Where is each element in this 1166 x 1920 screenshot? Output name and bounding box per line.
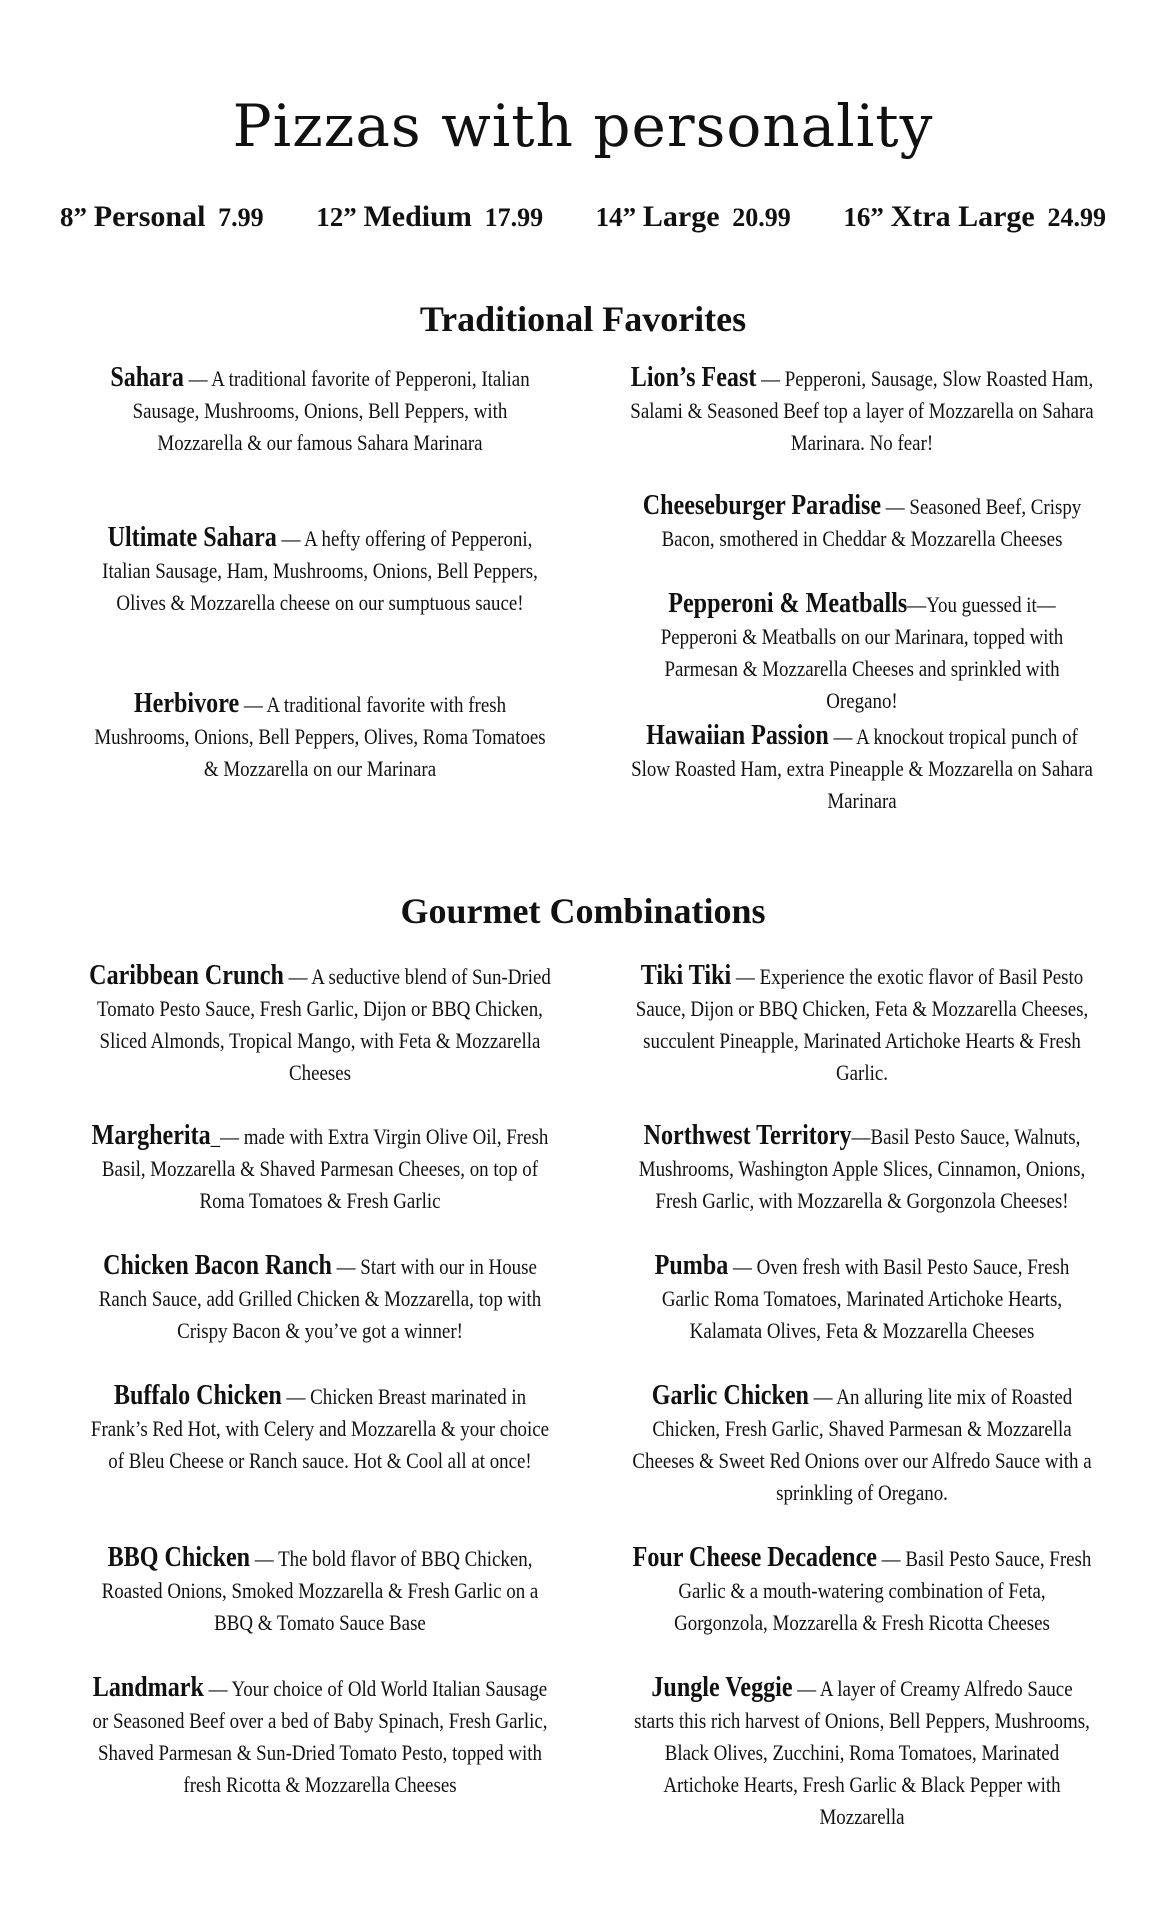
menu-item-four-cheese-decadence bbox=[630, 1542, 1094, 1639]
item-description: — The bold flavor of BBQ Chicken, Roasted Onions, Smoked Mozzarella & Fresh Garlic on a BBQ & Tomato Sauce Base bbox=[101, 1546, 539, 1635]
item-description: —Basil Pesto Sauce, Walnuts, Mushrooms, Washington Apple Slices, Cinnamon, Onions, Fresh Garlic, with Mozzarella & Gorgonzola Cheeses! bbox=[638, 1124, 1086, 1213]
size-inch: 16” bbox=[843, 202, 884, 232]
item-name: Jungle Veggie bbox=[651, 1672, 793, 1703]
item-name: Herbivore bbox=[133, 688, 240, 719]
item-description: — Basil Pesto Sauce, Fresh Garlic & a mouth-watering combination of Feta, Gorgonzola, Mozzarella & Fresh Ricotta Cheeses bbox=[674, 1546, 1092, 1635]
item-description: — A layer of Creamy Alfredo Sauce starts this rich harvest of Onions, Bell Peppers, Mushrooms, Black Olives, Zucchini, Roma Tomatoes, Marinated Artichoke Hearts, Fresh Garlic & Black Pepper with Mozzarella bbox=[634, 1676, 1090, 1829]
menu-item-pumba bbox=[630, 1250, 1094, 1347]
size-inch: 8” bbox=[60, 202, 87, 232]
size-inch: 14” bbox=[595, 202, 637, 232]
item-description: — Seasoned Beef, Crispy Bacon, smothered in Cheddar & Mozzarella Cheeses bbox=[661, 494, 1082, 551]
item-name: Ultimate Sahara bbox=[107, 522, 277, 553]
menu-item-pepperoni-meatballs bbox=[630, 588, 1094, 717]
item-name: Garlic Chicken bbox=[651, 1380, 809, 1411]
menu-item-lions-feast bbox=[630, 362, 1094, 459]
item-name: Buffalo Chicken bbox=[113, 1380, 282, 1411]
size-personal bbox=[60, 200, 264, 234]
item-description: _— made with Extra Virgin Olive Oil, Fresh Basil, Mozzarella & Shaved Parmesan Cheeses, on top of Roma Tomatoes & Fresh Garlic bbox=[101, 1124, 549, 1213]
item-description: — Experience the exotic flavor of Basil Pesto Sauce, Dijon or BBQ Chicken, Feta & Mozzarella Cheeses, succulent Pineapple, Marinated Artichoke Hearts & Fresh Garlic. bbox=[635, 964, 1089, 1085]
item-name: Margherita bbox=[91, 1120, 211, 1151]
item-name: BBQ Chicken bbox=[107, 1542, 251, 1573]
size-price: 24.99 bbox=[1047, 203, 1106, 232]
page-title: Pizzas with personality bbox=[232, 92, 934, 160]
size-large bbox=[596, 200, 791, 234]
item-name: Pepperoni & Meatballs bbox=[668, 588, 908, 619]
item-description: —You guessed it— Pepperoni & Meatballs on our Marinara, topped with Parmesan & Mozzarella Cheeses and sprinkled with Oregano! bbox=[660, 592, 1064, 713]
item-name: Cheeseburger Paradise bbox=[642, 490, 882, 521]
menu-item-chicken-bacon-ranch bbox=[88, 1250, 552, 1347]
menu-item-buffalo-chicken bbox=[88, 1380, 552, 1477]
size-price: 7.99 bbox=[218, 203, 264, 232]
size-xtra-large bbox=[843, 200, 1106, 234]
item-description: — A seductive blend of Sun-Dried Tomato Pesto Sauce, Fresh Garlic, Dijon or BBQ Chicken, Sliced Almonds, Tropical Mango, with Feta & Mozzarella Cheeses bbox=[97, 964, 551, 1085]
menu-item-sahara bbox=[88, 362, 552, 459]
menu-item-tiki-tiki bbox=[630, 960, 1094, 1089]
item-name: Tiki Tiki bbox=[640, 960, 732, 991]
size-price-list bbox=[60, 200, 1106, 234]
item-description: — Pepperoni, Sausage, Slow Roasted Ham, Salami & Seasoned Beef top a layer of Mozzarella on Sahara Marinara. No fear! bbox=[630, 366, 1094, 455]
item-name: Hawaiian Passion bbox=[646, 720, 829, 751]
item-description: — Your choice of Old World Italian Sausage or Seasoned Beef over a bed of Baby Spinach, Fresh Garlic, Shaved Parmesan & Sun-Dried Tomato Pesto, topped with fresh Ricotta & Mozzarella Cheeses bbox=[92, 1676, 548, 1797]
size-price: 20.99 bbox=[732, 203, 791, 232]
item-description: — A traditional favorite of Pepperoni, Italian Sausage, Mushrooms, Onions, Bell Peppers, with Mozzarella & our famous Sahara Marinara bbox=[132, 366, 530, 455]
menu-item-caribbean-crunch bbox=[88, 960, 552, 1089]
menu-item-northwest-territory bbox=[630, 1120, 1094, 1217]
menu-item-garlic-chicken bbox=[630, 1380, 1094, 1509]
section-title-gourmet: Gourmet Combinations bbox=[400, 891, 766, 931]
item-description: — Oven fresh with Basil Pesto Sauce, Fresh Garlic Roma Tomatoes, Marinated Artichoke Hearts, Kalamata Olives, Feta & Mozzarella Cheeses bbox=[661, 1254, 1070, 1343]
size-price: 17.99 bbox=[484, 203, 544, 232]
item-description: — Chicken Breast marinated in Frank’s Red Hot, with Celery and Mozzarella & your choice of Bleu Cheese or Ranch sauce. Hot & Cool all at once! bbox=[90, 1384, 550, 1473]
menu-item-landmark bbox=[88, 1672, 552, 1801]
item-name: Four Cheese Decadence bbox=[632, 1542, 877, 1573]
item-name: Landmark bbox=[92, 1672, 204, 1703]
menu-item-cheeseburger-paradise bbox=[630, 490, 1094, 555]
size-name: Personal bbox=[93, 200, 206, 233]
item-description: — A knockout tropical punch of Slow Roasted Ham, extra Pineapple & Mozzarella on Sahara Marinara bbox=[631, 724, 1093, 813]
section-title-traditional: Traditional Favorites bbox=[419, 299, 747, 339]
item-name: Caribbean Crunch bbox=[89, 960, 284, 991]
item-description: — Start with our in House Ranch Sauce, add Grilled Chicken & Mozzarella, top with Crispy Bacon & you’ve got a winner! bbox=[98, 1254, 542, 1343]
size-name: Xtra Large bbox=[890, 200, 1035, 233]
item-name: Pumba bbox=[654, 1250, 729, 1281]
item-description: — A traditional favorite with fresh Mushrooms, Onions, Bell Peppers, Olives, Roma Tomatoes & Mozzarella on our Marinara bbox=[94, 692, 546, 781]
item-name: Northwest Territory bbox=[643, 1120, 852, 1151]
size-name: Medium bbox=[363, 200, 472, 233]
menu-item-ultimate-sahara bbox=[88, 522, 552, 619]
size-inch: 12” bbox=[316, 202, 357, 232]
menu-item-herbivore bbox=[88, 688, 552, 785]
item-name: Lion’s Feast bbox=[630, 362, 757, 393]
menu-item-margherita bbox=[88, 1120, 552, 1217]
size-name: Large bbox=[642, 200, 720, 233]
menu-item-hawaiian-passion bbox=[630, 720, 1094, 817]
size-medium bbox=[316, 200, 543, 234]
item-description: — An alluring lite mix of Roasted Chicken, Fresh Garlic, Shaved Parmesan & Mozzarella Cheeses & Sweet Red Onions over our Alfredo Sauce with a sprinkling of Oregano. bbox=[632, 1384, 1092, 1505]
item-name: Sahara bbox=[110, 362, 184, 393]
menu-item-jungle-veggie bbox=[630, 1672, 1094, 1833]
menu-item-bbq-chicken bbox=[88, 1542, 552, 1639]
item-name: Chicken Bacon Ranch bbox=[103, 1250, 332, 1281]
item-description: — A hefty offering of Pepperoni, Italian Sausage, Ham, Mushrooms, Onions, Bell Peppers, Olives & Mozzarella cheese on our sumptuous sauce! bbox=[102, 526, 538, 615]
